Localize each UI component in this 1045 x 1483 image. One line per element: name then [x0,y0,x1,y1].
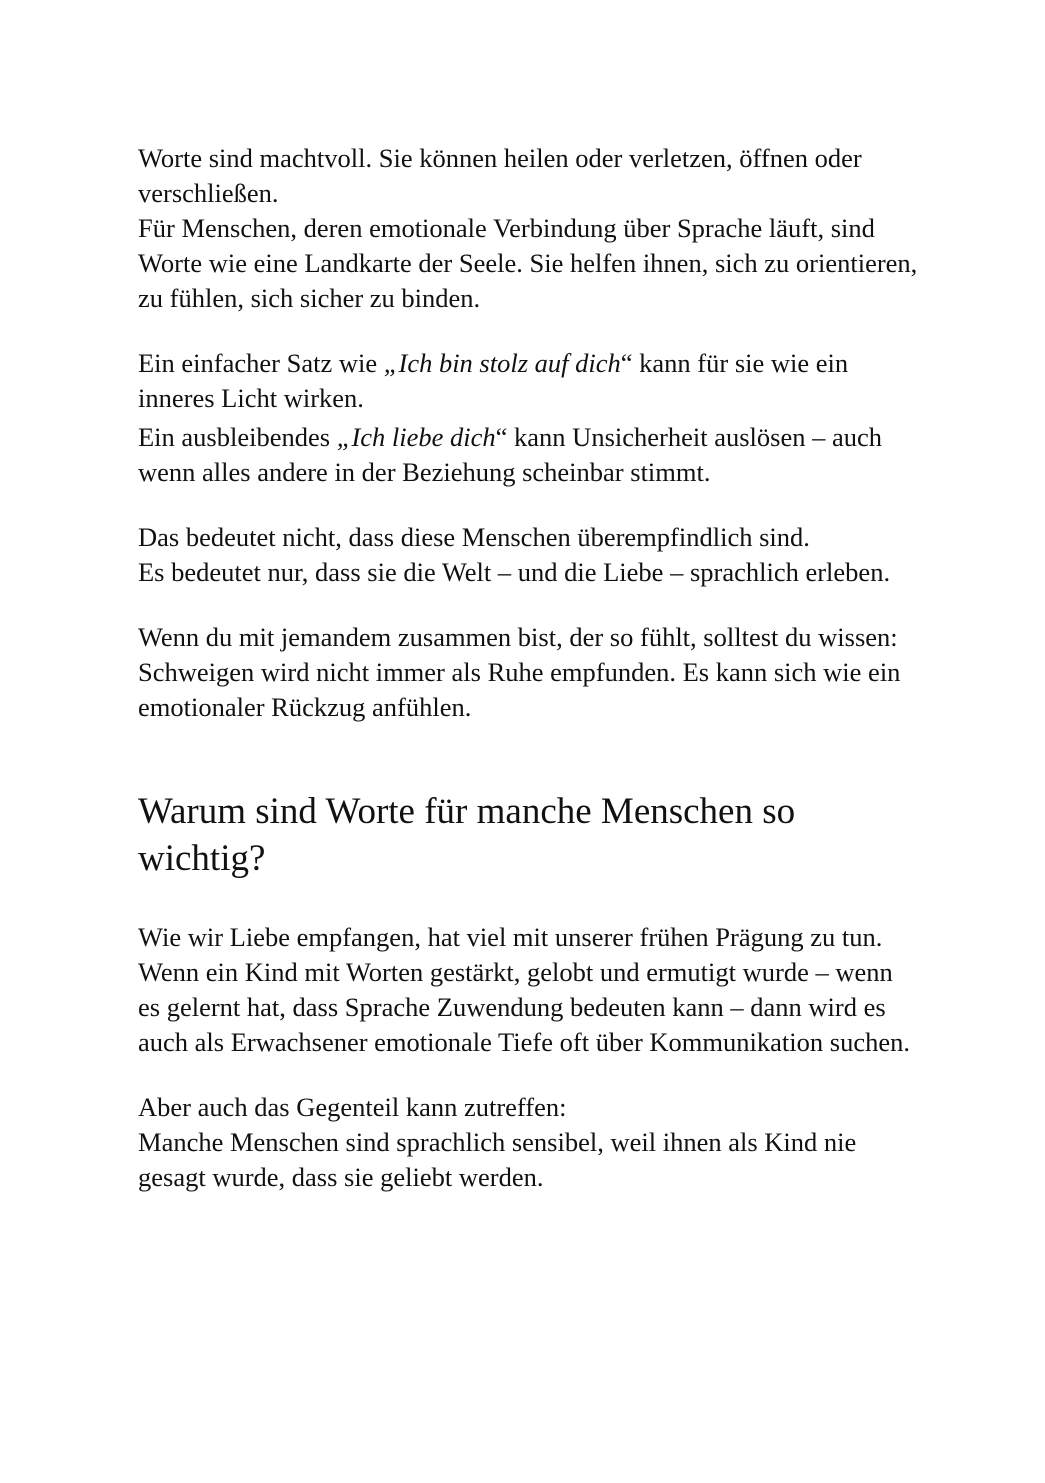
quote-proud-of-you: „Ich bin stolz auf dich [383,348,621,378]
paragraph-silence: Schweigen wird nicht immer als Ruhe empfunden. Es kann sich wie ein emotionaler Rückzug anfühlen. [138,657,901,722]
paragraph-linguistic-experience: Es bedeutet nur, dass sie die Welt – und die Liebe – sprachlich erleben. [138,557,891,587]
paragraph-words-powerful: Worte sind machtvoll. Sie können heilen oder verletzen, öffnen oder verschließen. [138,143,862,208]
paragraph-i-love-you [138,420,918,490]
paragraph-opposite: Aber auch das Gegenteil kann zutreffen: [138,1092,567,1122]
text-segment: Ein ausbleibendes [138,422,337,452]
text-segment: “ kann Unsicherheit auslösen – auch wenn alles andere in der Beziehung scheinbar stimmt. [138,422,882,487]
text-segment: “ kann für sie wie ein inneres Licht wirken. [138,348,849,413]
paragraph-early-imprint: Wie wir Liebe empfangen, hat viel mit unserer frühen Prägung zu tun. [138,922,883,952]
quote-i-love-you: „Ich liebe dich [336,422,496,452]
paragraph-not-oversensitive: Das bedeutet nicht, dass diese Menschen überempfindlich sind. [138,522,810,552]
paragraph-never-told: Manche Menschen sind sprachlich sensibel, weil ihnen als Kind nie gesagt wurde, dass sie geliebt werden. [138,1127,857,1192]
section-heading: Warum sind Worte für manche Menschen so wichtig? [138,791,796,879]
article-body [138,141,918,1195]
paragraph-child-words: Wenn ein Kind mit Worten gestärkt, gelobt und ermutigt wurde – wenn es gelernt hat, dass Sprache Zuwendung bedeuten kann – dann wird es auch als Erwachsener emotionale Tiefe oft über Kommunikation suchen. [138,957,910,1057]
paragraph-language-map: Für Menschen, deren emotionale Verbindung über Sprache läuft, sind Worte wie eine Landkarte der Seele. Sie helfen ihnen, sich zu orientieren, zu fühlen, sich sicher zu binden. [138,213,918,313]
paragraph-proud-of-you [138,346,918,416]
text-segment: Ein einfacher Satz wie [138,348,384,378]
paragraph-you-should-know: Wenn du mit jemandem zusammen bist, der so fühlt, solltest du wissen: [138,622,898,652]
